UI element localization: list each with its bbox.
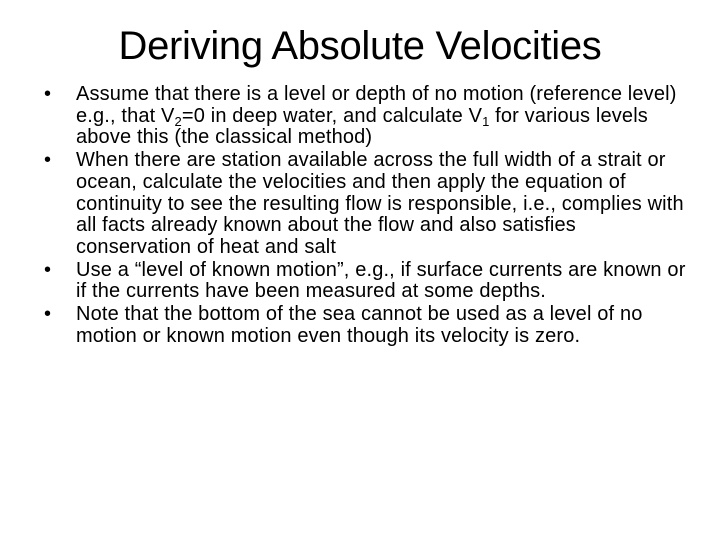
bullet-text-part: =0 in deep water, and calculate V [181, 104, 483, 127]
subscript-1: 1 [482, 113, 490, 129]
bullet-marker: • [44, 149, 52, 172]
bullet-marker: • [44, 258, 52, 281]
bullet-item-known-motion [40, 260, 690, 303]
slide-title: Deriving Absolute Velocities [118, 24, 602, 68]
bullet-item-reference-level [40, 84, 690, 149]
bullet-text-part: Assume that there is a level or depth of no motion (reference level) e.g., that V [76, 83, 677, 127]
bullet-item-continuity [40, 150, 690, 259]
bullet-text: When there are station available across the full width of a strait or ocean, calculate the velocities and then apply the equation of continuity to see the resulting flow is responsible, i.e., complies with all facts already known about the flow and also satisfies conservation of heat and salt [76, 149, 684, 258]
bullet-item-sea-bottom [40, 304, 690, 347]
bullet-list [40, 84, 690, 348]
bullet-marker: • [44, 303, 52, 326]
subscript-2: 2 [174, 113, 182, 129]
bullet-text: Use a “level of known motion”, e.g., if surface currents are known or if the currents have been measured at some depths. [76, 258, 686, 303]
bullet-text: Note that the bottom of the sea cannot be used as a level of no motion or known motion even though its velocity is zero. [76, 303, 643, 347]
bullet-text-part: for various levels above this (the classical method) [76, 104, 648, 149]
bullet-marker: • [44, 83, 52, 105]
